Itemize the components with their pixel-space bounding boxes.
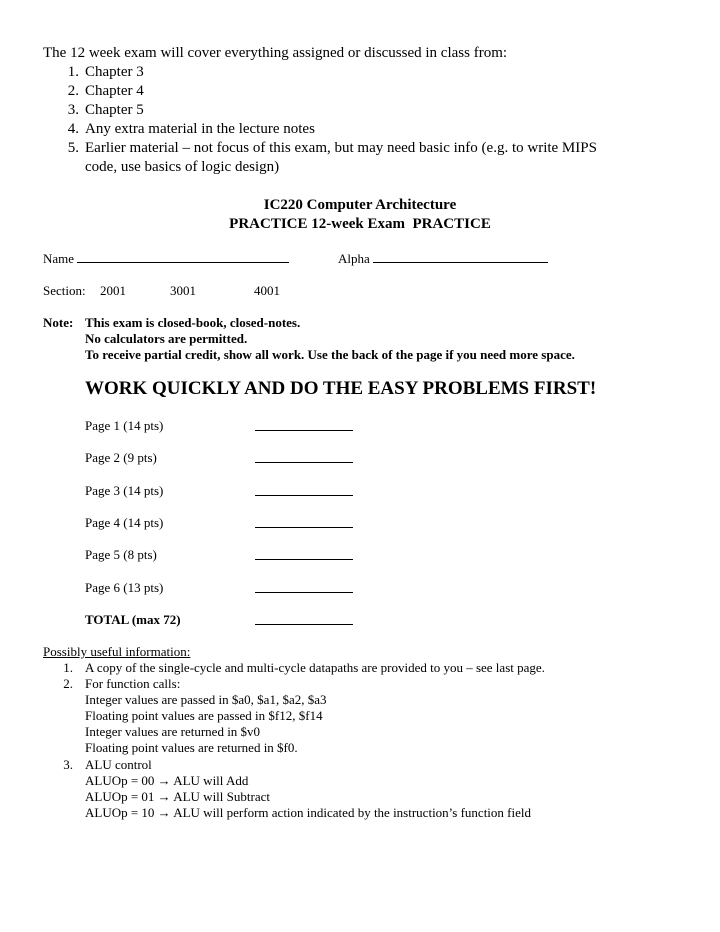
score-total-blank[interactable]	[255, 612, 353, 625]
score-total-label: TOTAL (max 72)	[85, 612, 181, 627]
score-row-label: Page 2 (9 pts)	[85, 450, 157, 465]
list-item-continued: code, use basics of logic design)	[85, 159, 280, 175]
name-field	[43, 250, 289, 267]
section-option: 3001	[170, 283, 196, 298]
list-item-detail: Floating point values are returned in $f0.	[85, 740, 298, 755]
score-row-label: Page 5 (8 pts)	[85, 547, 157, 562]
list-item-detail: ALUOp = 10 → ALU will perform action indicated by the instruction’s function field	[85, 805, 531, 820]
score-row-label: Page 3 (14 pts)	[85, 483, 164, 498]
course-title: IC220 Computer Architecture	[263, 197, 457, 213]
list-item: Earlier material – not focus of this exam, but may need basic info (e.g. to write MIPS	[85, 140, 597, 156]
list-number: 2.	[63, 676, 73, 691]
list-item: Chapter 4	[85, 83, 144, 99]
useful-heading: Possibly useful information:	[43, 644, 191, 659]
score-blank[interactable]	[255, 580, 353, 593]
list-number: 5.	[67, 140, 79, 156]
intro-text: The 12 week exam will cover everything assigned or discussed in class from:	[43, 45, 508, 61]
section-option: 4001	[254, 283, 280, 298]
list-item-detail: Integer values are passed in $a0, $a1, $a2, $a3	[85, 692, 327, 707]
note-label: Note:	[43, 315, 74, 330]
list-item: Chapter 3	[85, 64, 144, 80]
score-row-label: Page 1 (14 pts)	[85, 418, 164, 433]
score-blank[interactable]	[255, 483, 353, 496]
note-line: This exam is closed-book, closed-notes.	[85, 315, 301, 330]
list-item-detail: ALUOp = 00 → ALU will Add	[85, 773, 249, 788]
list-number: 4.	[67, 121, 79, 137]
list-number: 1.	[63, 660, 73, 675]
list-item: Any extra material in the lecture notes	[85, 121, 315, 137]
section-label: Section:	[43, 283, 86, 298]
section-option: 2001	[100, 283, 126, 298]
list-number: 2.	[67, 83, 79, 99]
list-item-detail: Floating point values are passed in $f12, $f14	[85, 708, 323, 723]
note-line: To receive partial credit, show all work. Use the back of the page if you need more space.	[85, 347, 575, 362]
score-blank[interactable]	[255, 450, 353, 463]
alpha-blank[interactable]	[373, 250, 548, 263]
note-line: No calculators are permitted.	[85, 331, 248, 346]
exam-title: PRACTICE 12-week Exam PRACTICE	[229, 216, 491, 232]
name-blank[interactable]	[77, 250, 289, 263]
score-row-label: Page 4 (14 pts)	[85, 515, 164, 530]
score-blank[interactable]	[255, 547, 353, 560]
alpha-field	[338, 250, 548, 267]
list-item-detail: ALUOp = 01 → ALU will Subtract	[85, 789, 270, 804]
list-number: 3.	[63, 757, 73, 772]
alpha-label: Alpha	[338, 251, 370, 266]
list-item: ALU control	[85, 757, 152, 772]
list-item-detail: Integer values are returned in $v0	[85, 724, 261, 739]
score-row-label: Page 6 (13 pts)	[85, 580, 164, 595]
name-label: Name	[43, 251, 75, 266]
list-number: 3.	[67, 102, 79, 118]
score-blank[interactable]	[255, 418, 353, 431]
list-number: 1.	[67, 64, 79, 80]
score-blank[interactable]	[255, 515, 353, 528]
instruction-banner: WORK QUICKLY AND DO THE EASY PROBLEMS FIRST!	[85, 378, 597, 399]
list-item: Chapter 5	[85, 102, 144, 118]
list-item: A copy of the single-cycle and multi-cycle datapaths are provided to you – see last page.	[85, 660, 545, 675]
list-item: For function calls:	[85, 676, 181, 691]
